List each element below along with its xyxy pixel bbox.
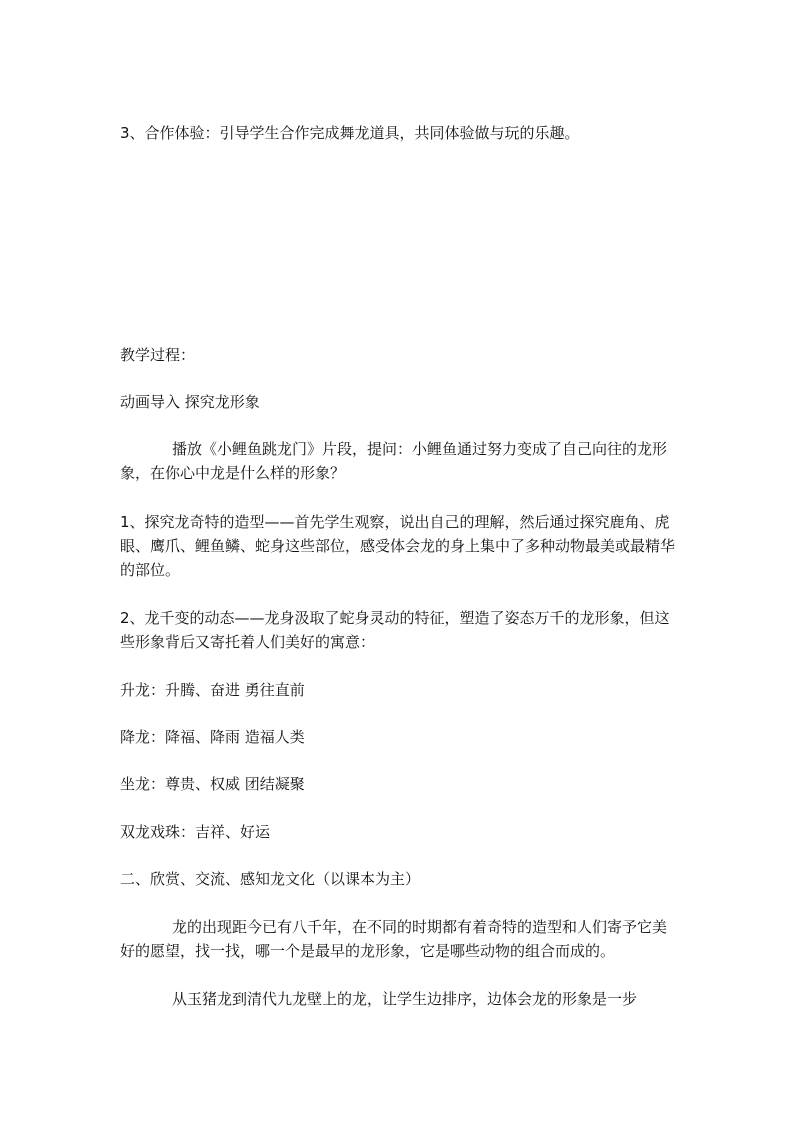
last-paragraph: 从玉猪龙到清代九龙壁上的龙，让学生边排序，边体会龙的形象是一步 — [172, 990, 638, 1008]
dragon-pair-line: 双龙戏珠：吉祥、好运 — [120, 823, 271, 841]
item-2-paragraph: 2、龙千变的动态——龙身汲取了蛇身灵动的特征，塑造了姿态万千的龙形象，但这些形象背后又寄托着人们美好的寓意： — [120, 609, 670, 651]
dragon-sitting-line: 坐龙：尊贵、权威 团结凝聚 — [120, 775, 305, 793]
section-two-heading: 二、欣赏、交流、感知龙文化（以课本为主） — [120, 870, 421, 888]
dragon-rising-line: 升龙：升腾、奋进 勇往直前 — [120, 681, 305, 699]
dragon-descending-line: 降龙：降福、降雨 造福人类 — [120, 728, 305, 746]
section-one-heading: 动画导入 探究龙形象 — [120, 393, 260, 411]
item-1-paragraph: 1、探究龙奇特的造型——首先学生观察，说出自己的理解，然后通过探究鹿角、虎眼、鹰爪、鲤鱼鳞、蛇身这些部位，感受体会龙的身上集中了多种动物最美或最精华的部位。 — [120, 513, 676, 579]
objective-3: 3、合作体验：引导学生合作完成舞龙道具，共同体验做与玩的乐趣。 — [120, 124, 580, 142]
intro-paragraph: 播放《小鲤鱼跳龙门》片段，提问：小鲤鱼通过努力变成了自己向往的龙形象，在你心中龙是什么样的形象？ — [120, 440, 668, 482]
process-heading: 教学过程： — [120, 346, 196, 364]
culture-paragraph: 龙的出现距今已有八千年，在不同的时期都有着奇特的造型和人们寄予它美好的愿望，找一找，哪一个是最早的龙形象，它是哪些动物的组合而成的。 — [120, 918, 668, 960]
